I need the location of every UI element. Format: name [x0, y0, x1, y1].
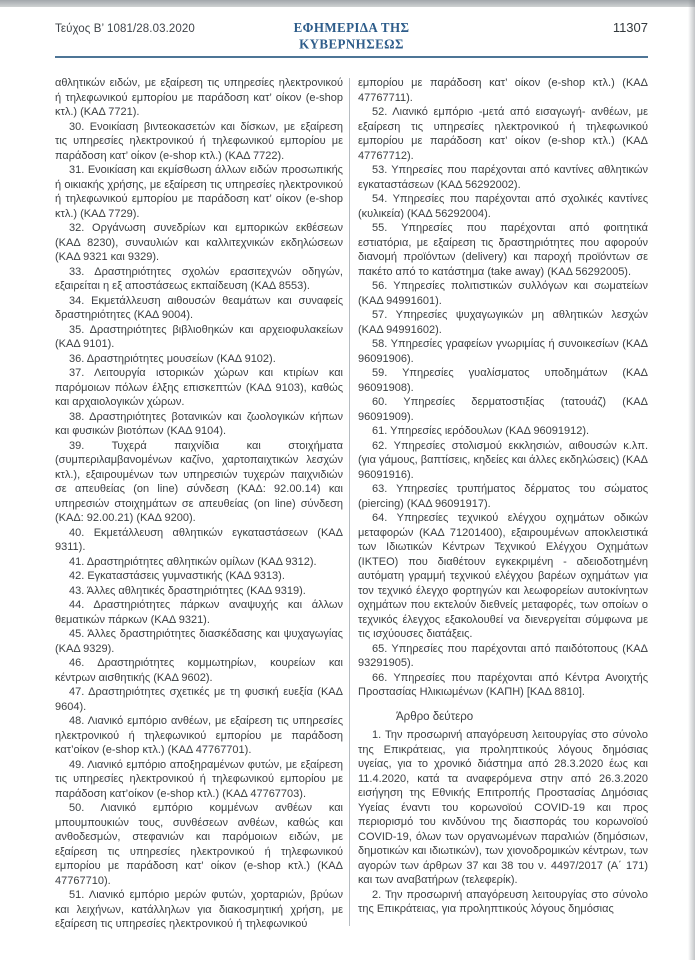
list-item-paragraph: 45. Άλλες δραστηριότητες διασκέδασης και ψυχαγωγίας (ΚΑΔ 9329). [55, 628, 343, 655]
list-item-paragraph: 50. Λιανικό εμπόριο κομμένων ανθέων και μπουμπουκιών τους, συνθέσεων ανθέων, καθώς και ανθοδεσμών, στεφανιών και παρόμοιων ειδών, με εξαίρεση τις υπηρεσίες ηλεκτρονικού ή τηλεφωνικού εμπορίου με παράδοση κατ’ οίκον (e-shop κτλ.) (ΚΑΔ 47767710). [55, 802, 343, 887]
header-rule [55, 56, 648, 58]
list-item-paragraph: 57. Υπηρεσίες ψυχαγωγικών μη αθλητικών λεσχών (ΚΑΔ 94991602). [358, 309, 648, 336]
list-item-paragraph: 44. Δραστηριότητες πάρκων αναψυχής και άλλων θεματικών πάρκων (ΚΑΔ 9321). [55, 599, 343, 626]
list-item-paragraph: 52. Λιανικό εμπόριο -μετά από εισαγωγή- ανθέων, με εξαίρεση τις υπηρεσίες ηλεκτρονικού ή τηλεφωνικού εμπορίου με παράδοση κατ’ οίκον (e-shop κτλ.) (ΚΑΔ 47767712). [358, 106, 648, 162]
list-item-paragraph: 49. Λιανικό εμπόριο αποξηραμένων φυτών, με εξαίρεση τις υπηρεσίες ηλεκτρονικού ή τηλεφωνικού εμπορίου με παράδοση κατ’οίκον (e-shop κτλ.) (ΚΑΔ 47767703). [55, 758, 343, 800]
list-item-paragraph: 61. Υπηρεσίες ιερόδουλων (ΚΑΔ 96091912). [372, 425, 590, 437]
left-column [55, 76, 343, 932]
left-column-items [55, 120, 343, 932]
list-item-paragraph: 54. Υπηρεσίες που παρέχονται από σχολικές καντίνες (κυλικεία) (ΚΑΔ 56292004). [358, 193, 648, 220]
masthead-title: ΕΦΗΜΕΡΙΔΑ ΤΗΣ ΚΥΒΕΡΝΗΣΕΩΣ [293, 19, 410, 52]
list-item-paragraph: 58. Υπηρεσίες γραφείων γνωριμίας ή συνοικεσίων (ΚΑΔ 96091906). [358, 338, 648, 365]
list-item-paragraph: 64. Υπηρεσίες τεχνικού ελέγχου οχημάτων οδικών μεταφορών (ΚΑΔ 71201400), εξαιρουμένων αποκλειστικά των Ιδιωτικών Κέντρων Τεχνικού Ελέγχου Οχημάτων (ΙΚΤΕΟ) που διαθέτουν εγκεκριμένη - αδειοδοτημένη αυτόματη γραμμή τεχνικού ελέγχου βαρέων οχημάτων για τον τεχνικό έλεγχο φορτηγών και λεωφορείων αυτοκίνητων οχημάτων που εκτελούν διεθνείς μεταφορές, των οποίων ο τεχνικός έλεγχος εξακολουθεί να διενεργείται σύμφωνα με τις ισχύουσες διατάξεις. [358, 512, 648, 640]
list-item-paragraph: 55. Υπηρεσίες που παρέχονται από φοιτητικά εστιατόρια, με εξαίρεση τις δραστηριότητες που αφορούν διανομή προϊόντων (delivery) και παροχή προϊόντων σε πακέτο από το κατάστημα (take away) (ΚΑΔ 56292005). [358, 222, 648, 278]
paragraph-continuation: εμπορίου με παράδοση κατ’ οίκον (e-shop κτλ.) (ΚΑΔ 47767711). [358, 77, 648, 104]
right-column-items-after-heading [358, 728, 648, 917]
article-paragraph: 1. Την προσωρινή απαγόρευση λειτουργίας στο σύνολο της Επικράτειας, για προληπτικούς λόγους δημόσιας υγείας, για το χρονικό διάστημα από 28.3.2020 έως και 11.4.2020, κατά τα αναφερόμενα στην από 26.3.2020 εισήγηση της Εθνικής Επιτροπής Προστασίας Δημόσιας Υγείας έναντι του κορωνοϊού COVID-19 και προς περιορισμό του κινδύνου της διασποράς του κορωνοϊού COVID-19, όλων των οργανωμένων παραλιών (δημόσιων, δημοτικών και ιδιωτικών), των χιονοδρομικών κέντρων, των αγορών των άρθρων 37 και 38 του ν. 4497/2017 (Α΄ 171) και των αναβατήρων (τελεφερίκ). [358, 729, 648, 886]
list-item-paragraph: 65. Υπηρεσίες που παρέχονται από παιδότοπους (ΚΑΔ 93291905). [358, 642, 648, 669]
list-item-paragraph: 33. Δραστηριότητες σχολών ερασιτεχνών οδηγών, εξαιρείται η εξ αποστάσεως εκπαίδευση (ΚΑΔ 8553). [55, 265, 343, 292]
list-item-paragraph: 60. Υπηρεσίες δερματοστιξίας (τατουάζ) (ΚΑΔ 96091909). [358, 396, 648, 423]
list-item-paragraph: 47. Δραστηριότητες σχετικές με τη φυσική ευεξία (ΚΑΔ 9604). [55, 686, 343, 713]
list-item-paragraph: 43. Άλλες αθλητικές δραστηριότητες (ΚΑΔ 9319). [69, 584, 306, 597]
list-item-paragraph: 36. Δραστηριότητες μουσείων (ΚΑΔ 9102). [69, 352, 276, 365]
list-item-paragraph: 39. Τυχερά παιχνίδια και στοιχήματα (συμπεριλαμβανομένων καζίνο, χαρτοπαιχτικών λεσχών κτλ.), εξαιρουμένων των υπηρεσιών τυχερών παιχνιδιών σε απευθείας (on line) σύνδεση (ΚΑΔ: 92.00.14) και υπηρεσιών στοιχημάτων σε απευθείας (on line) σύνδεση (ΚΑΔ: 92.00.21) (ΚΑΔ 9200). [55, 439, 343, 524]
article-heading: Άρθρο δεύτερο [396, 710, 474, 723]
list-item-paragraph: 63. Υπηρεσίες τρυπήματος δέρματος του σώματος (piercing) (ΚΑΔ 96091917). [358, 483, 648, 510]
page-number: 11307 [612, 20, 648, 35]
list-item-paragraph: 53. Υπηρεσίες που παρέχονται από καντίνες αθλητικών εγκαταστάσεων (ΚΑΔ 56292002). [358, 164, 648, 191]
right-column-items [358, 105, 648, 700]
column-divider [349, 78, 350, 926]
list-item-paragraph: 48. Λιανικό εμπόριο ανθέων, με εξαίρεση τις υπηρεσίες ηλεκτρονικού ή τηλεφωνικού εμπορίου με παράδοση κατ’οίκον (e-shop κτλ.) (ΚΑΔ 47767701). [55, 715, 343, 756]
list-item-paragraph: 42. Εγκαταστάσεις γυμναστικής (ΚΑΔ 9313). [69, 570, 285, 582]
article-paragraph: 2. Την προσωρινή απαγόρευση λειτουργίας στο σύνολο της Επικράτειας, για προληπτικούς λόγους δημόσιας [358, 888, 648, 915]
list-item-paragraph: 41. Δραστηριότητες αθλητικών ομίλων (ΚΑΔ 9312). [69, 555, 317, 568]
list-item-paragraph: 31. Ενοικίαση και εκμίσθωση άλλων ειδών προσωπικής ή οικιακής χρήσης, με εξαίρεση τις υπηρεσίες ηλεκτρονικού ή τηλεφωνικού εμπορίου με παράδοση κατ’ οίκον (e-shop κτλ.) (ΚΑΔ 7729). [55, 164, 343, 220]
list-item-paragraph: 46. Δραστηριότητες κομμωτηρίων, κουρείων και κέντρων αισθητικής (ΚΑΔ 9602). [55, 657, 343, 684]
list-item-paragraph: 32. Οργάνωση συνεδρίων και εμπορικών εκθέσεων (ΚΑΔ 8230), συναυλιών και καλλιτεχνικών εκδηλώσεων (ΚΑΔ 9321 και 9329). [55, 222, 343, 263]
list-item-paragraph: 51. Λιανικό εμπόριο μερών φυτών, χορταριών, βρύων και λειχήνων, κατάλληλων για διακοσμητική χρήση, με εξαίρεση τις υπηρεσίες ηλεκτρονικού ή τηλεφωνικού [55, 889, 343, 930]
issue-label: Τεύχος Β’ 1081/28.03.2020 [55, 23, 195, 35]
list-item-paragraph: 59. Υπηρεσίες γυαλίσματος υποδημάτων (ΚΑΔ 96091908). [358, 367, 648, 394]
right-column [358, 76, 648, 932]
list-item-paragraph: 40. Εκμετάλλευση αθλητικών εγκαταστάσεων (ΚΑΔ 9311). [55, 526, 343, 553]
list-item-paragraph: 35. Δραστηριότητες βιβλιοθηκών και αρχειοφυλακείων (ΚΑΔ 9101). [55, 323, 343, 350]
list-item-paragraph: 38. Δραστηριότητες βοτανικών και ζωολογικών κήπων και φυσικών βιοτόπων (ΚΑΔ 9104). [55, 410, 343, 437]
list-item-paragraph: 37. Λειτουργία ιστορικών χώρων και κτιρίων και παρόμοιων πόλων έλξης επισκεπτών (ΚΑΔ 9103), καθώς και αρχαιολογικών χώρων. [55, 367, 343, 408]
scan-edge-top [0, 0, 695, 7]
paragraph-continuation: αθλητικών ειδών, με εξαίρεση τις υπηρεσίες ηλεκτρονικού ή τηλεφωνικού εμπορίου με παράδοση κατ’ οίκον (e-shop κτλ.) (ΚΑΔ 7721). [55, 77, 343, 118]
list-item-paragraph: 30. Ενοικίαση βιντεοκασετών και δίσκων, με εξαίρεση τις υπηρεσίες ηλεκτρονικού ή τηλεφωνικού εμπορίου με παράδοση κατ’ οίκον (e-shop κτλ.) (ΚΑΔ 7722). [55, 120, 343, 162]
list-item-paragraph: 62. Υπηρεσίες στολισμού εκκλησιών, αιθουσών κ.λπ. (για γάμους, βαπτίσεις, κηδείες και άλλες εκδηλώσεις) (ΚΑΔ 96091916). [358, 439, 648, 481]
list-item-paragraph: 34. Εκμετάλλευση αιθουσών θεαμάτων και συναφείς δραστηριότητες (ΚΑΔ 9004). [55, 294, 343, 321]
list-item-paragraph: 56. Υπηρεσίες πολιτιστικών συλλόγων και σωματείων (ΚΑΔ 94991601). [358, 280, 648, 307]
list-item-paragraph: 66. Υπηρεσίες που παρέχονται από Κέντρα Ανοιχτής Προστασίας Ηλικιωμένων (ΚΑΠΗ) [ΚΑΔ 8810]. [358, 671, 648, 698]
page-header [55, 20, 648, 52]
two-column-body [55, 76, 648, 932]
